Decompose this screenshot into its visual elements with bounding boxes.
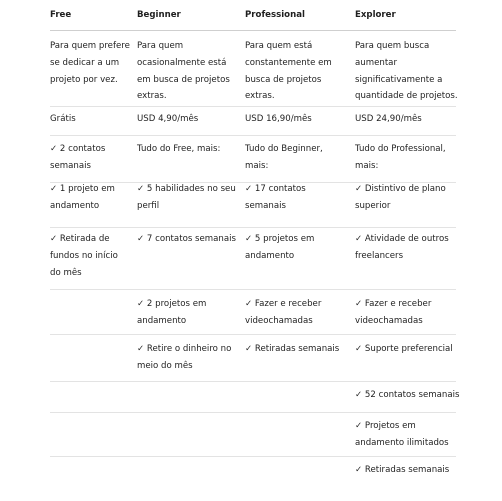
row-divider	[50, 456, 456, 457]
cell-explorer: ✓ Retiradas semanais	[355, 465, 450, 475]
cell-explorer: ✓ Distintivo de plano superior	[355, 184, 446, 211]
cell-explorer: USD 24,90/mês	[355, 114, 422, 124]
cell-professional: ✓ 17 contatos semanais	[245, 184, 306, 211]
cell-free: ✓ 1 projeto em andamento	[50, 184, 115, 211]
column-header-professional: Professional	[245, 10, 305, 20]
cell-beginner: ✓ 2 projetos em andamento	[137, 299, 207, 326]
cell-free: Para quem prefere se dedicar a um projeto por vez.	[50, 41, 130, 85]
cell-explorer: ✓ Projetos em andamento ilimitados	[355, 421, 449, 448]
cell-free: ✓ Retirada de fundos no início do mês	[50, 234, 118, 278]
cell-beginner: ✓ 7 contatos semanais	[137, 234, 237, 244]
row-divider	[50, 334, 456, 335]
cell-explorer: Para quem busca aumentar significativamente a quantidade de projetos.	[355, 41, 458, 102]
row-divider	[50, 289, 456, 290]
cell-free: ✓ 2 contatos semanais	[50, 144, 106, 171]
cell-beginner: USD 4,90/mês	[137, 114, 199, 124]
cell-professional: ✓ 5 projetos em andamento	[245, 234, 315, 261]
header-divider	[50, 30, 456, 31]
cell-beginner: Para quem ocasionalmente está em busca de projetos extras.	[137, 41, 230, 102]
column-header-free: Free	[50, 10, 72, 20]
cell-explorer: ✓ 52 contatos semanais	[355, 390, 460, 400]
column-header-explorer: Explorer	[355, 10, 396, 20]
row-divider	[50, 135, 456, 136]
row-divider	[50, 381, 456, 382]
cell-explorer: ✓ Suporte preferencial	[355, 344, 453, 354]
cell-professional: ✓ Fazer e receber videochamadas	[245, 299, 322, 326]
cell-professional: ✓ Retiradas semanais	[245, 344, 340, 354]
cell-beginner: Tudo do Free, mais:	[137, 144, 221, 154]
cell-explorer: Tudo do Professional, mais:	[355, 144, 446, 171]
cell-beginner: ✓ 5 habilidades no seu perfil	[137, 184, 236, 211]
row-divider	[50, 412, 456, 413]
cell-explorer: ✓ Atividade de outros freelancers	[355, 234, 449, 261]
cell-beginner: ✓ Retire o dinheiro no meio do mês	[137, 344, 232, 371]
cell-professional: Tudo do Beginner, mais:	[245, 144, 323, 171]
cell-professional: Para quem está constantemente em busca de projetos extras.	[245, 41, 332, 102]
row-divider	[50, 227, 456, 228]
cell-explorer: ✓ Fazer e receber videochamadas	[355, 299, 432, 326]
cell-professional: USD 16,90/mês	[245, 114, 312, 124]
cell-free: Grátis	[50, 114, 76, 124]
column-header-beginner: Beginner	[137, 10, 181, 20]
row-divider	[50, 106, 456, 107]
